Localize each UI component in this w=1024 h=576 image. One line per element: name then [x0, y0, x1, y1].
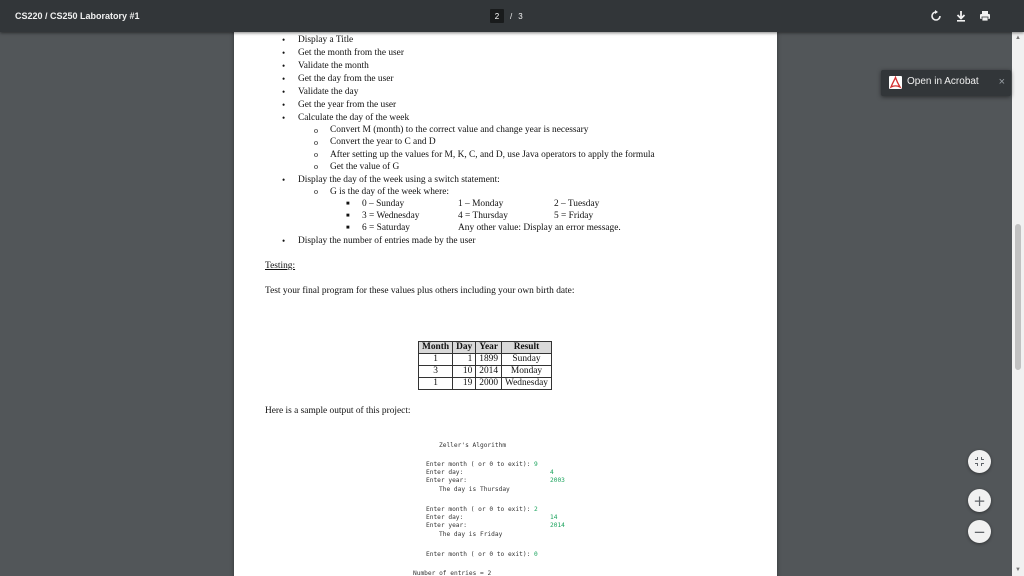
table-row — [419, 354, 552, 366]
scroll-thumb[interactable] — [1015, 224, 1021, 370]
console-result: The day is Friday — [439, 531, 503, 538]
testing-heading: Testing: — [265, 261, 296, 271]
table-header-cell: Result — [502, 342, 552, 354]
sub-bullet-circle: o — [314, 126, 318, 135]
print-icon[interactable] — [978, 9, 992, 23]
console-line — [426, 461, 538, 469]
bullet-item: Get the day from the user — [298, 74, 394, 84]
day-map-cell: 2 – Tuesday — [554, 199, 600, 209]
page-counter — [490, 8, 523, 24]
open-in-acrobat-button[interactable]: Open in Acrobat — [907, 76, 979, 87]
console-prompt: Enter day: — [426, 514, 464, 521]
bullet-dot: • — [282, 100, 286, 110]
console-title: Zeller's Algorithm — [439, 442, 507, 449]
table-row — [419, 378, 552, 390]
table-cell: 10 — [453, 366, 476, 378]
bullet-dot: • — [282, 74, 286, 84]
console-result: The day is Thursday — [439, 486, 510, 493]
sub-item: After setting up the values for M, K, C, and D, use Java operators to apply the formula — [330, 150, 655, 160]
rotate-icon[interactable] — [929, 9, 943, 23]
table-cell: Wednesday — [502, 378, 552, 390]
acrobat-icon — [889, 76, 902, 89]
table-cell: 1899 — [476, 354, 502, 366]
table-row — [419, 366, 552, 378]
console-input-value: 2 — [534, 506, 538, 513]
sub-bullet-circle: o — [314, 150, 318, 159]
table-cell: 1 — [419, 378, 453, 390]
console-prompt: Enter year: — [426, 522, 467, 529]
page-number-input[interactable] — [490, 9, 504, 23]
sub-bullet-square: ■ — [346, 213, 350, 219]
zoom-in-button[interactable]: + — [968, 489, 991, 512]
bullet-item: Display the number of entries made by the user — [298, 236, 476, 246]
console-input-value: 2014 — [550, 522, 565, 529]
console-input-value: 9 — [534, 461, 538, 468]
bullet-item: Display a Title — [298, 35, 354, 45]
sub-bullet-circle: o — [314, 138, 318, 147]
bullet-dot: • — [282, 175, 286, 185]
sample-intro: Here is a sample output of this project: — [265, 406, 411, 416]
table-cell: 2000 — [476, 378, 502, 390]
download-icon[interactable] — [954, 9, 968, 23]
sub-bullet-square: ■ — [346, 201, 350, 207]
table-cell: 19 — [453, 378, 476, 390]
table-cell: Monday — [502, 366, 552, 378]
sub-bullet-square: ■ — [346, 225, 350, 231]
console-prompt: Enter month ( or 0 to exit): — [426, 506, 535, 513]
table-cell: 1 — [453, 354, 476, 366]
console-input-value: 0 — [534, 551, 538, 558]
console-input-value: 2003 — [550, 477, 565, 484]
day-map-cell: Any other value: Display an error message. — [458, 223, 621, 233]
pdf-toolbar — [0, 0, 1024, 32]
table-header-cell: Month — [419, 342, 453, 354]
bullet-dot: • — [282, 48, 286, 58]
bullet-dot: • — [282, 236, 286, 246]
bullet-item: Get the year from the user — [298, 100, 397, 110]
document-viewer[interactable] — [0, 32, 1012, 576]
bullet-item: Calculate the day of the week — [298, 113, 410, 123]
table-cell: 3 — [419, 366, 453, 378]
day-map-cell: 0 – Sunday — [362, 199, 405, 209]
sub-bullet-circle: o — [314, 162, 318, 171]
close-icon[interactable]: × — [998, 76, 1005, 88]
table-header-row — [419, 342, 552, 354]
day-map-cell: 4 = Thursday — [458, 211, 508, 221]
total-pages: 3 — [518, 11, 523, 21]
zoom-out-button[interactable]: − — [968, 520, 991, 543]
bullet-dot: • — [282, 61, 286, 71]
document-title: CS220 / CS250 Laboratory #1 — [15, 11, 140, 21]
sub-item: G is the day of the week where: — [330, 187, 449, 197]
sub-item: Convert M (month) to the correct value and change year is necessary — [330, 125, 589, 135]
console-prompt: Enter month ( or 0 to exit): — [426, 551, 535, 558]
sub-item: Convert the year to C and D — [330, 137, 436, 147]
test-values-table — [418, 341, 552, 390]
day-map-cell: 6 = Saturday — [362, 223, 410, 233]
table-header-cell: Year — [476, 342, 502, 354]
console-entries: Number of entries = 2 — [413, 570, 492, 576]
console-line — [426, 551, 538, 559]
day-map-cell: 1 – Monday — [458, 199, 504, 209]
testing-text: Test your final program for these values plus others including your own birth date: — [265, 286, 575, 296]
bullet-item: Get the month from the user — [298, 48, 404, 58]
table-cell: 2014 — [476, 366, 502, 378]
bullet-dot: • — [282, 87, 286, 97]
console-line — [426, 506, 538, 514]
table-cell: 1 — [419, 354, 453, 366]
console-prompt: Enter year: — [426, 477, 467, 484]
table-header-cell: Day — [453, 342, 476, 354]
scroll-up-icon[interactable]: ▲ — [1015, 35, 1021, 41]
console-prompt: Enter month ( or 0 to exit): — [426, 461, 535, 468]
console-input-value: 4 — [550, 469, 554, 476]
sub-bullet-circle: o — [314, 187, 318, 196]
bullet-item: Display the day of the week using a switch statement: — [298, 175, 500, 185]
day-map-cell: 5 = Friday — [554, 211, 594, 221]
open-in-acrobat-popup — [881, 70, 1011, 96]
fit-page-icon[interactable] — [968, 450, 991, 473]
console-input-value: 14 — [550, 514, 558, 521]
bullet-item: Validate the day — [298, 87, 359, 97]
pdf-page — [234, 32, 777, 576]
sub-item: Get the value of G — [330, 162, 400, 172]
vertical-scrollbar[interactable] — [1012, 32, 1024, 576]
bullet-dot: • — [282, 35, 286, 45]
table-cell: Sunday — [502, 354, 552, 366]
bullet-item: Validate the month — [298, 61, 369, 71]
scroll-down-icon[interactable]: ▼ — [1015, 567, 1021, 573]
day-map-cell: 3 = Wednesday — [362, 211, 420, 221]
console-prompt: Enter day: — [426, 469, 464, 476]
page-separator: / — [510, 11, 513, 21]
bullet-dot: • — [282, 113, 286, 123]
